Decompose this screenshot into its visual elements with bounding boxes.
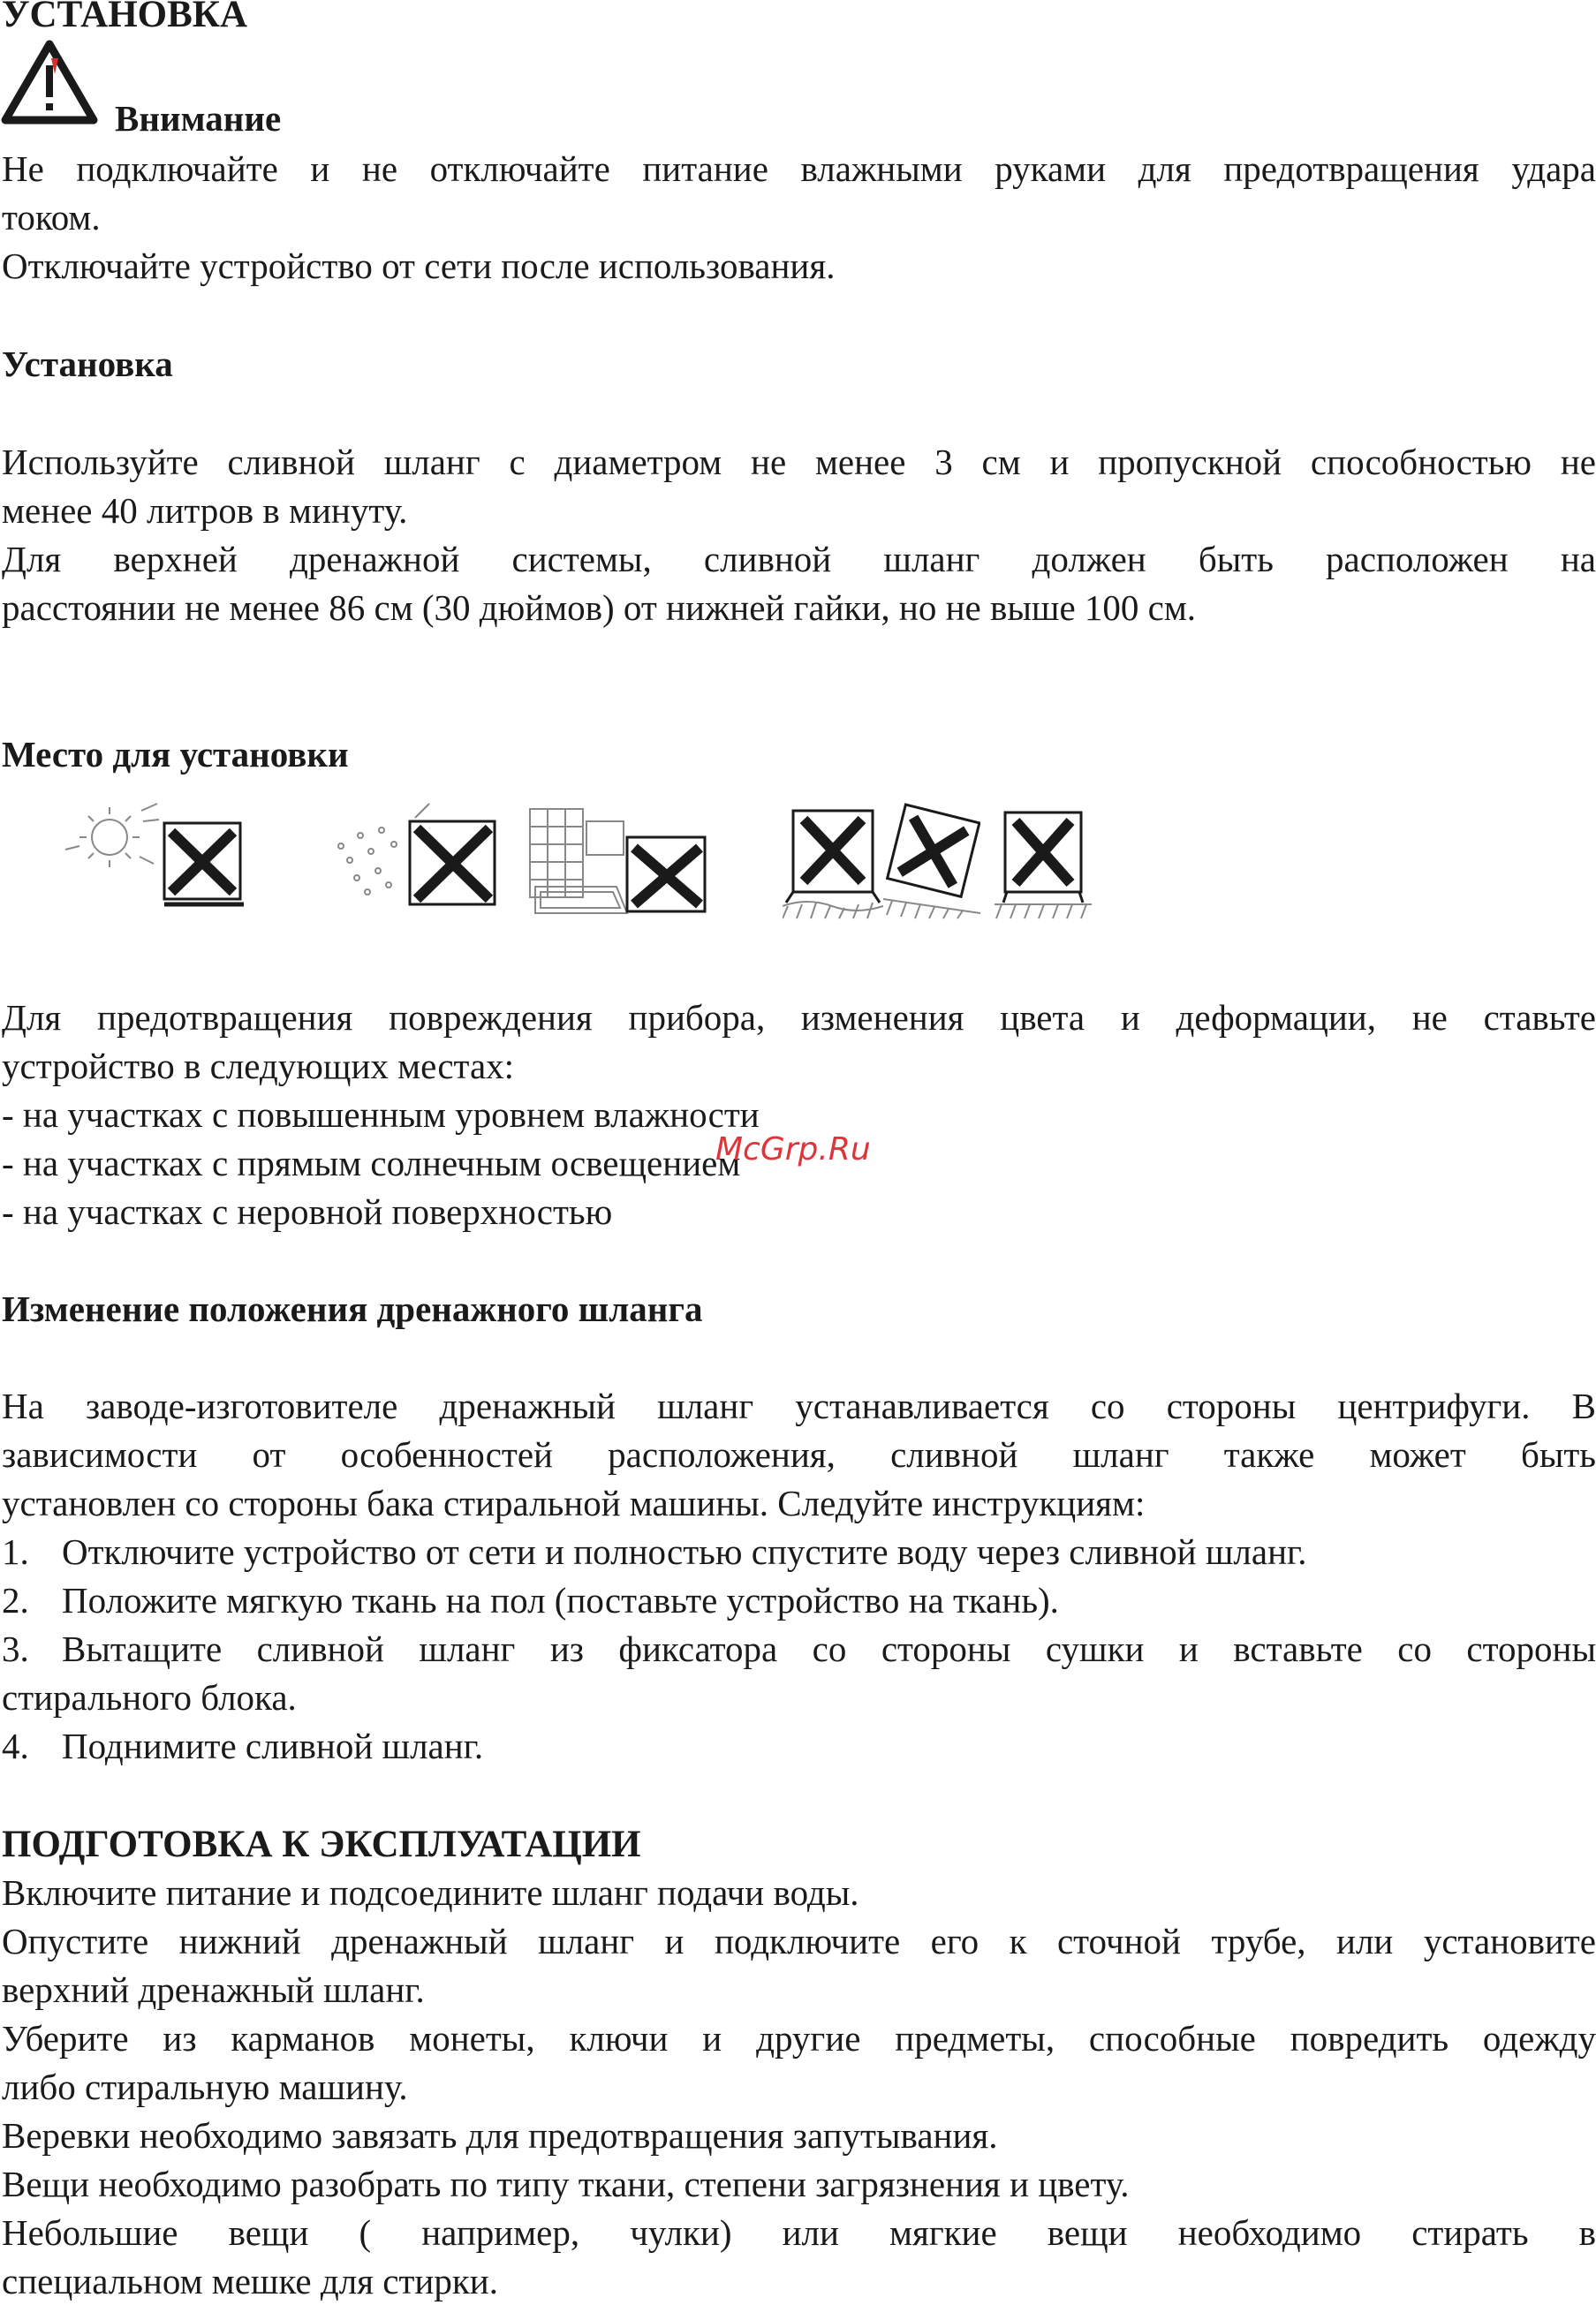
drain-heading: Изменение положения дренажного шланга <box>2 1289 703 1329</box>
uneven-floor-prohibited-icon <box>783 807 883 920</box>
prep-text-line: Включите питание и подсоедините шланг подачи воды. <box>2 1872 859 1913</box>
location-text-line: устройство в следующих местах: <box>2 1046 515 1086</box>
tilted-prohibited-icon <box>883 800 980 920</box>
location-list-item: - на участках с неровной поверхностью <box>2 1191 613 1232</box>
warning-text-line: Отключайте устройство от сети после использования. <box>2 246 836 286</box>
prep-heading: ПОДГОТОВКА К ЭКСПЛУАТАЦИИ <box>2 1824 641 1865</box>
drain-step <box>2 1724 483 1768</box>
drain-text-line: На заводе-изготовителе дренажный шланг устанавливается со стороны центрифуги. В <box>2 1386 1596 1426</box>
install-text-line: Используйте сливной шланг с диаметром не менее 3 см и пропускной способностью не <box>2 442 1596 482</box>
prep-text-line: Небольшие вещи ( например, чулки) или мягкие вещи необходимо стирать в <box>2 2212 1596 2253</box>
install-text-line: расстоянии не менее 86 см (30 дюймов) от нижней гайки, но не выше 100 см. <box>2 587 1197 628</box>
step-text: Отключите устройство от сети и полностью спустите воду через сливной шланг. <box>62 1531 1307 1572</box>
install-heading: Установка <box>2 344 173 384</box>
bathroom-prohibited-icon <box>528 805 708 917</box>
prep-text-line: Вещи необходимо разобрать по типу ткани, степени загрязнения и цвету. <box>2 2164 1130 2204</box>
drain-text-line: установлен со стороны бака стиральной машины. Следуйте инструкциям: <box>2 1483 1146 1523</box>
rain-prohibited-icon <box>330 800 503 917</box>
step-text: Поднимите сливной шланг. <box>62 1726 484 1766</box>
warning-label: Внимание <box>115 98 282 139</box>
prep-text-line: Уберите из карманов монеты, ключи и другие предметы, способные повредить одежду <box>2 2018 1596 2059</box>
step-number: 4. <box>2 1726 29 1766</box>
install-text-line: менее 40 литров в минуту. <box>2 490 408 531</box>
step-number: 3. <box>2 1629 29 1669</box>
page-title: УСТАНОВКА <box>2 0 248 35</box>
warning-text-line: Не подключайте и не отключайте питание влажными руками для предотвращения удара <box>2 148 1596 189</box>
location-text-line: Для предотвращения повреждения прибора, изменения цвета и деформации, не ставьте <box>2 997 1596 1038</box>
prep-text-line: Веревки необходимо завязать для предотвращения запутывания. <box>2 2115 998 2156</box>
drain-step-continuation: стирального блока. <box>2 1677 297 1718</box>
drain-step <box>2 1530 1306 1574</box>
sun-prohibited-icon <box>58 800 258 917</box>
watermark: McGrp.Ru <box>715 1131 871 1168</box>
install-text-line: Для верхней дренажной системы, сливной шланг должен быть расположен на <box>2 539 1596 579</box>
location-list-item: - на участках с прямым солнечным освещением <box>2 1143 741 1183</box>
prep-text-line: верхний дренажный шланг. <box>2 1969 425 2010</box>
drain-step <box>2 1627 1596 1671</box>
warning-text-line: током. <box>2 197 101 238</box>
unstable-surface-prohibited-icon <box>995 807 1092 922</box>
location-list-item: - на участках с повышенным уровнем влажности <box>2 1094 760 1135</box>
drain-step <box>2 1578 1059 1622</box>
prep-text-line: либо стиральную машину. <box>2 2067 408 2107</box>
location-heading: Место для установки <box>2 734 349 775</box>
drain-text-line: зависимости от особенностей расположения, сливной шланг также может быть <box>2 1434 1596 1475</box>
step-text: Положите мягкую ткань на пол (поставьте устройство на ткань). <box>62 1580 1059 1621</box>
prep-text-line: специальном мешке для стирки. <box>2 2261 498 2301</box>
step-number: 1. <box>2 1531 29 1572</box>
step-text: Вытащите сливной шланг из фиксатора со стороны сушки и вставьте со стороны <box>62 1629 1596 1669</box>
prep-text-line: Опустите нижний дренажный шланг и подключите его к сточной трубе, или установите <box>2 1921 1596 1961</box>
step-number: 2. <box>2 1580 29 1621</box>
warning-triangle-icon <box>0 39 99 127</box>
